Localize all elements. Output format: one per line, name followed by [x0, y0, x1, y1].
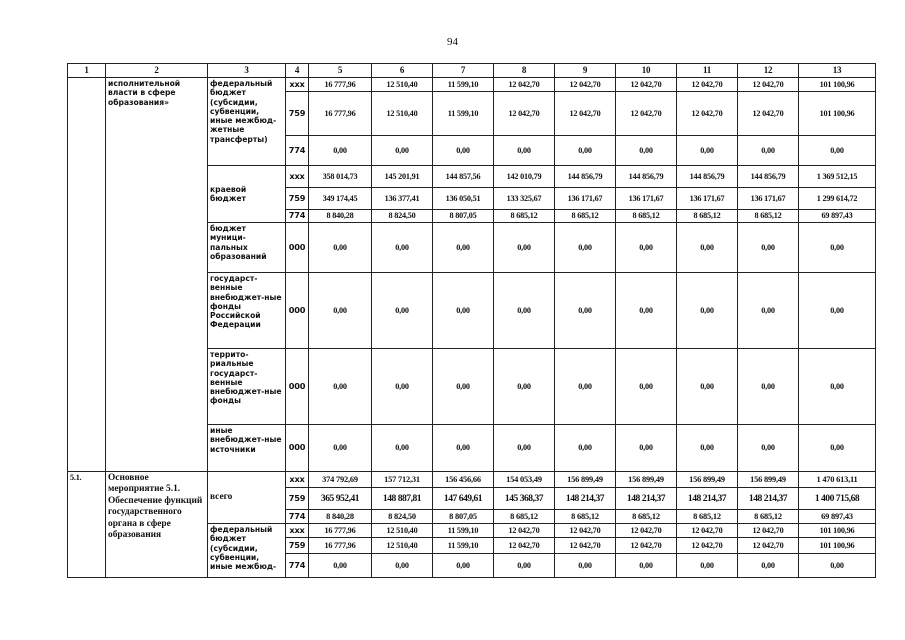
value-cell: 0,00 — [677, 223, 738, 273]
value-cell: 0,00 — [309, 136, 372, 166]
column-header: 1 — [68, 64, 106, 78]
value-cell: 1 470 613,11 — [799, 472, 876, 488]
value-cell: 136 377,41 — [372, 188, 433, 210]
value-cell: 0,00 — [433, 223, 494, 273]
value-cell: 148 214,37 — [616, 488, 677, 510]
value-cell: 0,00 — [494, 425, 555, 472]
value-cell: 144 856,79 — [738, 166, 799, 188]
value-cell: 69 897,43 — [799, 510, 876, 524]
value-cell: 133 325,67 — [494, 188, 555, 210]
page-number: 94 — [447, 36, 458, 48]
value-cell: 0,00 — [616, 136, 677, 166]
value-cell: 16 777,96 — [309, 524, 372, 538]
table-row — [68, 78, 876, 92]
code-cell: 759 — [286, 488, 309, 510]
value-cell: 0,00 — [494, 136, 555, 166]
value-cell: 101 100,96 — [799, 78, 876, 92]
value-cell: 0,00 — [372, 136, 433, 166]
value-cell: 8 685,12 — [494, 510, 555, 524]
value-cell: 1 369 512,15 — [799, 166, 876, 188]
value-cell: 144 856,79 — [555, 166, 616, 188]
total-label: всего — [208, 472, 286, 524]
code-cell: xxx — [286, 524, 309, 538]
continuation-cell — [68, 78, 106, 472]
value-cell: 148 887,81 — [372, 488, 433, 510]
value-cell: 0,00 — [799, 273, 876, 349]
value-cell: 0,00 — [309, 273, 372, 349]
source-label: государст-венные внебюджет-ные фонды Российской Федерации — [208, 273, 286, 349]
value-cell: 0,00 — [616, 425, 677, 472]
value-cell: 12 042,70 — [738, 538, 799, 554]
value-cell: 0,00 — [677, 136, 738, 166]
value-cell: 0,00 — [555, 425, 616, 472]
value-cell: 8 685,12 — [677, 510, 738, 524]
value-cell: 0,00 — [555, 554, 616, 578]
value-cell: 8 840,28 — [309, 510, 372, 524]
value-cell: 12 042,70 — [616, 92, 677, 136]
code-cell: xxx — [286, 472, 309, 488]
column-header: 5 — [309, 64, 372, 78]
value-cell: 8 685,12 — [494, 210, 555, 223]
value-cell: 0,00 — [738, 554, 799, 578]
value-cell: 0,00 — [677, 425, 738, 472]
value-cell: 12 042,70 — [494, 78, 555, 92]
value-cell: 8 807,05 — [433, 210, 494, 223]
value-cell: 0,00 — [738, 425, 799, 472]
column-header: 3 — [208, 64, 286, 78]
value-cell: 136 171,67 — [555, 188, 616, 210]
value-cell: 8 824,50 — [372, 510, 433, 524]
value-cell: 0,00 — [555, 349, 616, 425]
value-cell: 12 042,70 — [494, 524, 555, 538]
value-cell: 0,00 — [616, 554, 677, 578]
section-title: Основное мероприятие 5.1. Обеспечение функций государственного органа в сфере образования — [106, 472, 208, 578]
value-cell: 156 899,49 — [616, 472, 677, 488]
code-cell: 774 — [286, 510, 309, 524]
value-cell: 0,00 — [494, 223, 555, 273]
value-cell: 0,00 — [677, 349, 738, 425]
code-cell: 774 — [286, 554, 309, 578]
value-cell: 8 685,12 — [616, 510, 677, 524]
value-cell: 16 777,96 — [309, 92, 372, 136]
value-cell: 0,00 — [372, 425, 433, 472]
value-cell: 0,00 — [309, 349, 372, 425]
value-cell: 12 510,40 — [372, 538, 433, 554]
value-cell: 136 171,67 — [677, 188, 738, 210]
value-cell: 136 171,67 — [616, 188, 677, 210]
code-cell: 000 — [286, 223, 309, 273]
value-cell: 69 897,43 — [799, 210, 876, 223]
column-header: 4 — [286, 64, 309, 78]
value-cell: 142 010,79 — [494, 166, 555, 188]
code-cell: 774 — [286, 136, 309, 166]
value-cell: 0,00 — [738, 136, 799, 166]
source-label: бюджет муници-пальных образований — [208, 223, 286, 273]
value-cell: 12 042,70 — [738, 78, 799, 92]
value-cell: 8 685,12 — [616, 210, 677, 223]
value-cell: 11 599,10 — [433, 78, 494, 92]
value-cell: 0,00 — [555, 223, 616, 273]
value-cell: 11 599,10 — [433, 538, 494, 554]
value-cell: 12 510,40 — [372, 92, 433, 136]
value-cell: 1 299 614,72 — [799, 188, 876, 210]
value-cell: 148 214,37 — [677, 488, 738, 510]
code-cell: 774 — [286, 210, 309, 223]
column-header: 7 — [433, 64, 494, 78]
value-cell: 136 171,67 — [738, 188, 799, 210]
value-cell: 12 042,70 — [677, 524, 738, 538]
value-cell: 374 792,69 — [309, 472, 372, 488]
code-cell: 759 — [286, 188, 309, 210]
value-cell: 349 174,45 — [309, 188, 372, 210]
value-cell: 0,00 — [799, 349, 876, 425]
value-cell: 8 685,12 — [555, 510, 616, 524]
value-cell: 145 201,91 — [372, 166, 433, 188]
value-cell: 8 824,50 — [372, 210, 433, 223]
value-cell: 12 042,70 — [677, 78, 738, 92]
value-cell: 0,00 — [799, 223, 876, 273]
value-cell: 12 042,70 — [677, 92, 738, 136]
value-cell: 147 649,61 — [433, 488, 494, 510]
code-cell: 759 — [286, 538, 309, 554]
value-cell: 0,00 — [799, 554, 876, 578]
value-cell: 0,00 — [555, 136, 616, 166]
value-cell: 12 042,70 — [494, 538, 555, 554]
value-cell: 12 042,70 — [555, 538, 616, 554]
column-header: 10 — [616, 64, 677, 78]
value-cell: 0,00 — [372, 554, 433, 578]
value-cell: 144 856,79 — [677, 166, 738, 188]
value-cell: 0,00 — [372, 223, 433, 273]
value-cell: 101 100,96 — [799, 538, 876, 554]
code-cell: 000 — [286, 425, 309, 472]
value-cell: 12 042,70 — [616, 524, 677, 538]
value-cell: 0,00 — [433, 136, 494, 166]
value-cell: 8 685,12 — [738, 510, 799, 524]
value-cell: 12 042,70 — [738, 524, 799, 538]
source-label: иные внебюджет-ные источники — [208, 425, 286, 472]
value-cell: 0,00 — [555, 273, 616, 349]
value-cell: 1 400 715,68 — [799, 488, 876, 510]
value-cell: 0,00 — [309, 554, 372, 578]
value-cell: 11 599,10 — [433, 92, 494, 136]
code-cell: xxx — [286, 78, 309, 92]
value-cell: 12 042,70 — [616, 538, 677, 554]
column-header: 12 — [738, 64, 799, 78]
value-cell: 0,00 — [494, 554, 555, 578]
value-cell: 8 685,12 — [677, 210, 738, 223]
code-cell: xxx — [286, 166, 309, 188]
value-cell: 12 042,70 — [677, 538, 738, 554]
value-cell: 365 952,41 — [309, 488, 372, 510]
value-cell: 0,00 — [372, 273, 433, 349]
value-cell: 101 100,96 — [799, 524, 876, 538]
table-body — [68, 64, 876, 578]
value-cell: 8 685,12 — [738, 210, 799, 223]
value-cell: 101 100,96 — [799, 92, 876, 136]
value-cell: 156 899,49 — [555, 472, 616, 488]
value-cell: 144 857,56 — [433, 166, 494, 188]
value-cell: 0,00 — [799, 136, 876, 166]
value-cell: 0,00 — [433, 349, 494, 425]
column-header: 13 — [799, 64, 876, 78]
code-cell: 759 — [286, 92, 309, 136]
value-cell: 145 368,37 — [494, 488, 555, 510]
value-cell: 148 214,37 — [555, 488, 616, 510]
value-cell: 0,00 — [494, 273, 555, 349]
value-cell: 0,00 — [433, 554, 494, 578]
source-label: федеральный бюджет (субсидии, субвенции, иные межбюд- — [208, 524, 286, 578]
value-cell: 154 053,49 — [494, 472, 555, 488]
measure-name: исполнительной власти в сфере образования» — [106, 78, 208, 472]
value-cell: 156 899,49 — [677, 472, 738, 488]
value-cell: 12 510,40 — [372, 78, 433, 92]
value-cell: 16 777,96 — [309, 538, 372, 554]
column-header: 2 — [106, 64, 208, 78]
value-cell: 8 840,28 — [309, 210, 372, 223]
value-cell: 0,00 — [616, 223, 677, 273]
value-cell: 0,00 — [433, 273, 494, 349]
value-cell: 0,00 — [738, 223, 799, 273]
value-cell: 156 456,66 — [433, 472, 494, 488]
section-number: 5.1. — [68, 472, 106, 578]
value-cell: 11 599,10 — [433, 524, 494, 538]
value-cell: 0,00 — [616, 349, 677, 425]
column-header: 9 — [555, 64, 616, 78]
value-cell: 144 856,79 — [616, 166, 677, 188]
value-cell: 0,00 — [799, 425, 876, 472]
value-cell: 148 214,37 — [738, 488, 799, 510]
value-cell: 0,00 — [372, 349, 433, 425]
value-cell: 12 510,40 — [372, 524, 433, 538]
value-cell: 8 807,05 — [433, 510, 494, 524]
column-header: 11 — [677, 64, 738, 78]
code-cell: 000 — [286, 273, 309, 349]
value-cell: 12 042,70 — [555, 78, 616, 92]
value-cell: 0,00 — [738, 273, 799, 349]
value-cell: 136 050,51 — [433, 188, 494, 210]
value-cell: 0,00 — [677, 554, 738, 578]
value-cell: 16 777,96 — [309, 78, 372, 92]
value-cell: 12 042,70 — [494, 92, 555, 136]
value-cell: 156 899,49 — [738, 472, 799, 488]
value-cell: 358 014,73 — [309, 166, 372, 188]
value-cell: 157 712,31 — [372, 472, 433, 488]
code-cell: 000 — [286, 349, 309, 425]
value-cell: 0,00 — [309, 425, 372, 472]
value-cell: 0,00 — [616, 273, 677, 349]
value-cell: 0,00 — [494, 349, 555, 425]
source-label: федеральный бюджет (субсидии, субвенции, иные межбюд-жетные трансферты) — [208, 78, 286, 166]
table-row — [68, 472, 876, 488]
value-cell: 0,00 — [738, 349, 799, 425]
value-cell: 0,00 — [309, 223, 372, 273]
value-cell: 12 042,70 — [616, 78, 677, 92]
budget-table — [67, 63, 876, 578]
header-row — [68, 64, 876, 78]
source-label: краевой бюджет — [208, 166, 286, 223]
value-cell: 0,00 — [433, 425, 494, 472]
value-cell: 12 042,70 — [738, 92, 799, 136]
value-cell: 8 685,12 — [555, 210, 616, 223]
column-header: 6 — [372, 64, 433, 78]
value-cell: 0,00 — [677, 273, 738, 349]
source-label: террито-риальные государст-венные внебюджет-ные фонды — [208, 349, 286, 425]
column-header: 8 — [494, 64, 555, 78]
value-cell: 12 042,70 — [555, 524, 616, 538]
value-cell: 12 042,70 — [555, 92, 616, 136]
